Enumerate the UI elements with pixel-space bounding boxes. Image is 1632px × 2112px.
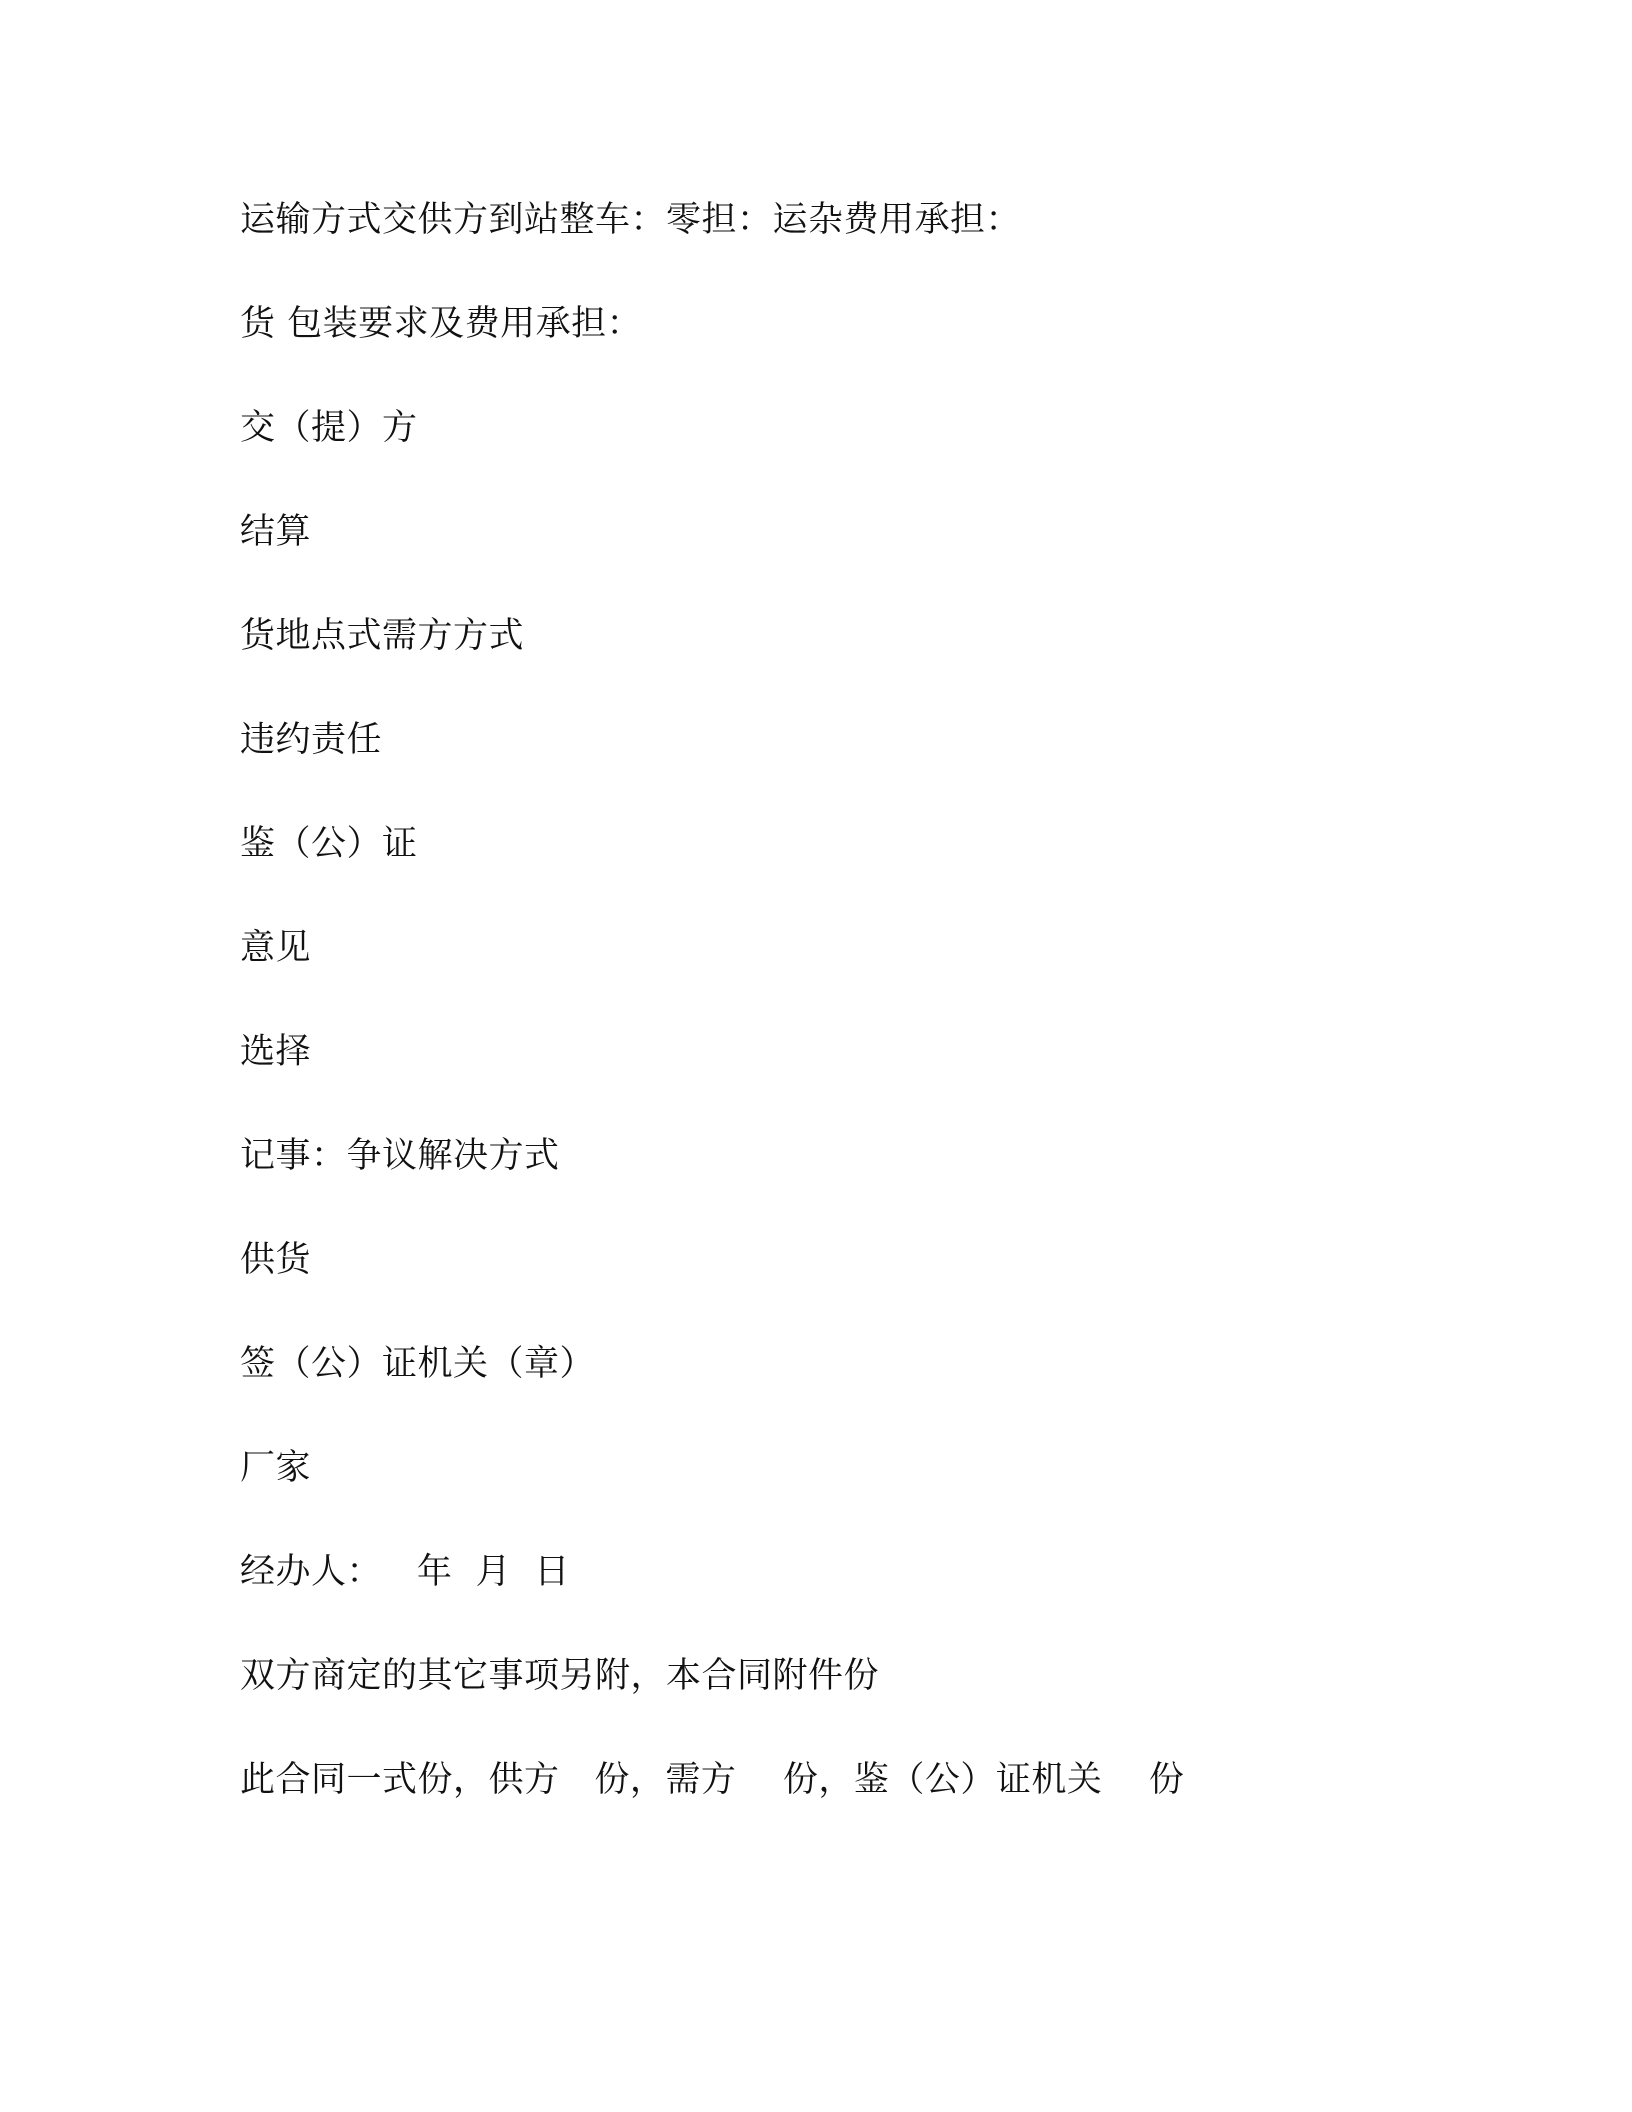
- line-transport-method: 运输方式交供方到站整车：零担：运杂费用承担：: [240, 200, 1022, 240]
- line-notary-seal: 签（公）证机关（章）: [240, 1344, 596, 1384]
- line-settlement: 结算: [240, 512, 312, 552]
- document-body: [240, 192, 1540, 1856]
- line-delivery-location: 货地点式需方方式: [240, 616, 525, 656]
- line-manufacturer: 厂家: [240, 1448, 312, 1488]
- line-dispute-resolution: 记事：争议解决方式: [240, 1136, 560, 1176]
- line-opinion: 意见: [240, 928, 312, 968]
- line-handler-date: 经办人： 年 月 日: [240, 1552, 570, 1592]
- line-delivery-party: 交（提）方: [240, 408, 418, 448]
- line-packaging-requirements: 货 包装要求及费用承担：: [240, 304, 643, 344]
- line-copies: 此合同一式份，供方 份，需方 份，鉴（公）证机关 份: [240, 1760, 1185, 1800]
- line-breach-liability: 违约责任: [240, 720, 383, 760]
- line-choice: 选择: [240, 1032, 312, 1072]
- line-other-matters: 双方商定的其它事项另附，本合同附件份: [240, 1656, 880, 1696]
- line-notarization: 鉴（公）证: [240, 824, 418, 864]
- line-supplier: 供货: [240, 1240, 312, 1280]
